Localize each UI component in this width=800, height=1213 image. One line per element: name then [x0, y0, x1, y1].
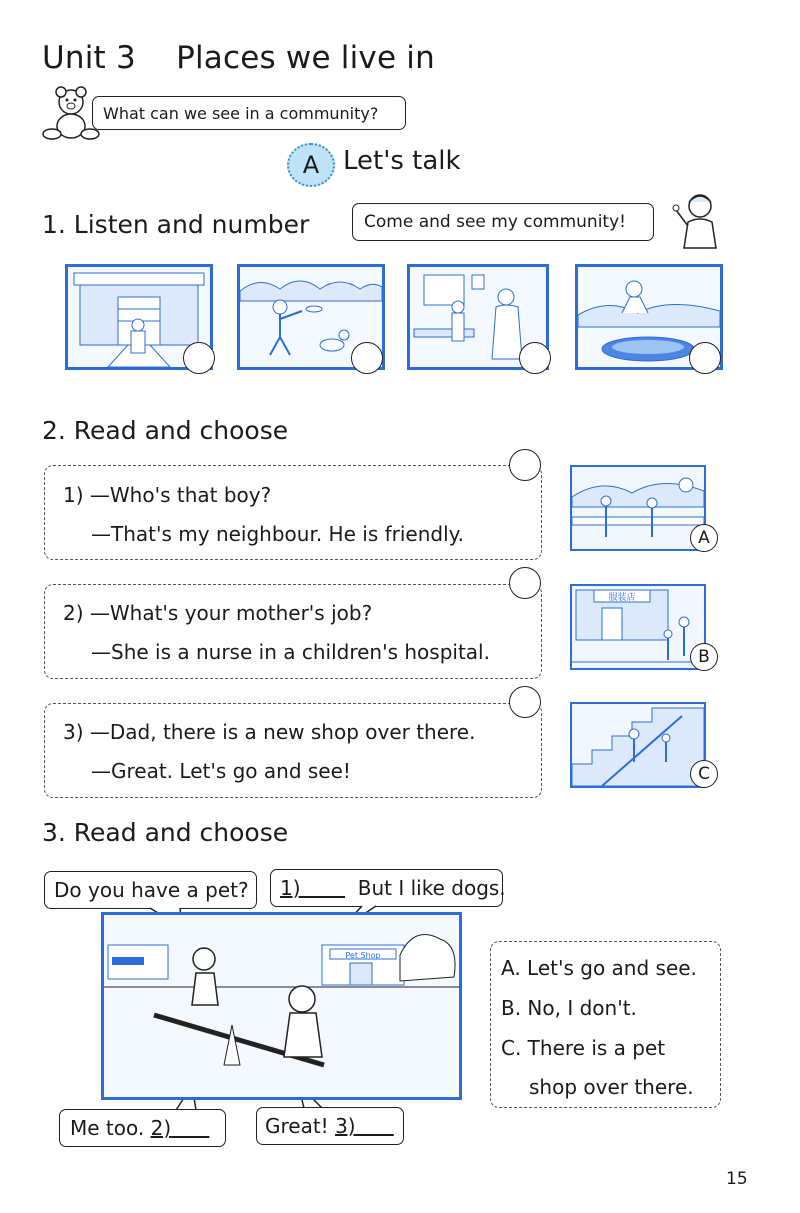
- lets-talk-title: Let's talk: [343, 146, 461, 176]
- section-badge: A: [287, 143, 335, 187]
- dogs-text: But I like dogs.: [357, 876, 506, 900]
- dialogue-3-answer: —Great. Let's go and see!: [91, 759, 351, 783]
- speech-bubble-me-too: [59, 1109, 226, 1147]
- blank-1-number: 1): [280, 876, 301, 900]
- question-bubble: What can we see in a community?: [92, 96, 406, 130]
- pet-shop-sign: Pet Shop: [345, 951, 381, 960]
- option-c-cont: shop over there.: [529, 1075, 694, 1099]
- unit-title: Unit 3 Places we live in: [42, 40, 435, 76]
- dialogue-2-answer: —She is a nurse in a children's hospital.: [91, 640, 490, 664]
- dialogue-1-question: 1) —Who's that boy?: [63, 483, 272, 507]
- speech-bubble-great: [256, 1107, 404, 1145]
- blank-3-number: 3): [335, 1114, 356, 1138]
- dialogue-3-question: 3) —Dad, there is a new shop over there.: [63, 720, 476, 744]
- picture-label-c: C: [690, 760, 718, 788]
- playground-scene: [101, 912, 462, 1100]
- option-b: B. No, I don't.: [501, 996, 637, 1020]
- section1-title: 1. Listen and number: [42, 210, 310, 239]
- dialogue-2-question: 2) —What's your mother's job?: [63, 601, 373, 625]
- picture-label-b: B: [690, 643, 718, 671]
- me-too-text: Me too.: [70, 1116, 145, 1140]
- option-c: C. There is a pet: [501, 1036, 666, 1060]
- seesaw-pet-shop-icon: [104, 915, 459, 1097]
- section3-title: 3. Read and choose: [42, 818, 289, 847]
- speech-bubble-community: Come and see my community!: [352, 203, 654, 241]
- blank-2-number: 2): [150, 1116, 172, 1140]
- options-box: [490, 941, 721, 1108]
- section2-title: 2. Read and choose: [42, 416, 289, 445]
- option-a: A. Let's go and see.: [501, 956, 697, 980]
- great-text: Great!: [265, 1114, 329, 1138]
- blank-2-line[interactable]: [171, 1116, 209, 1140]
- picture-label-a: A: [690, 524, 718, 552]
- blank-3-line[interactable]: [356, 1114, 394, 1138]
- page-number: 15: [726, 1169, 748, 1189]
- dialogue-1-answer: —That's my neighbour. He is friendly.: [91, 522, 464, 546]
- shop-sign-text: 服装店: [608, 593, 636, 603]
- speech-bubble-pet: Do you have a pet?: [44, 871, 257, 909]
